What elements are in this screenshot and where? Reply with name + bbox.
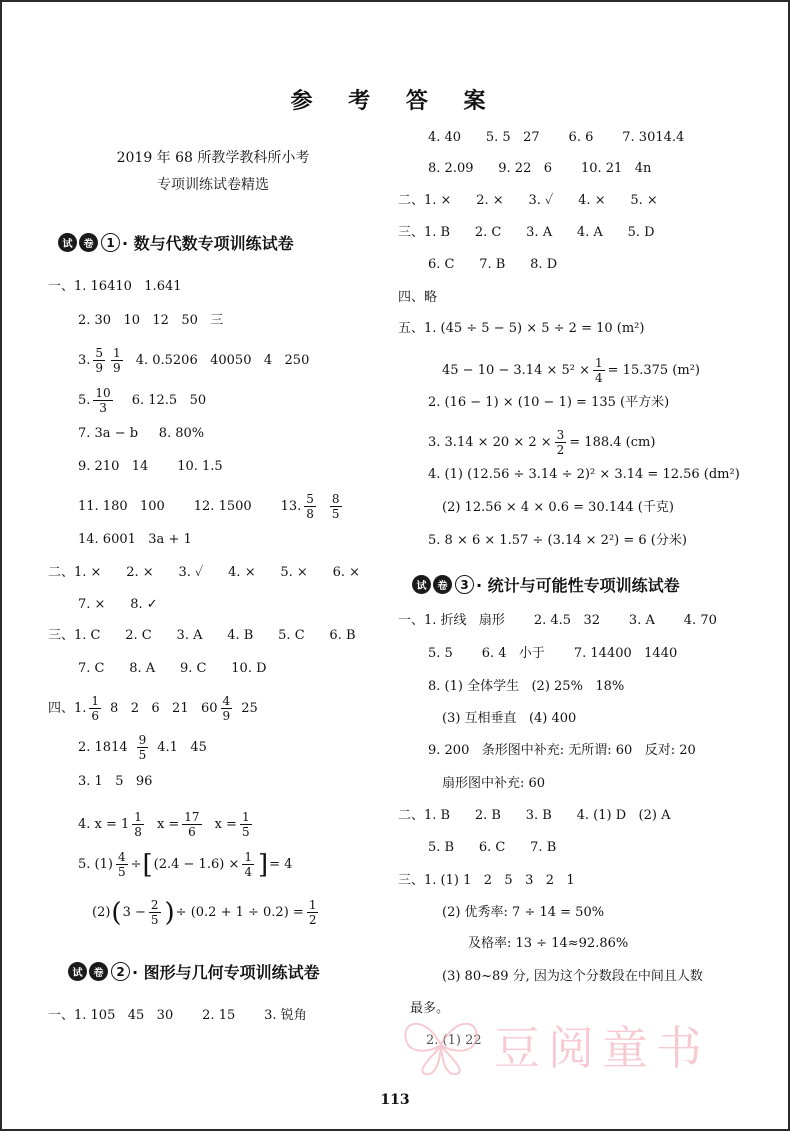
answer-text: x = [156,816,180,832]
fraction [330,492,342,521]
bracket-close: ] [257,849,269,880]
fraction [221,694,233,723]
answer-line: 4. (1) (12.56 ÷ 3.14 ÷ 2)² × 3.14 = 12.56 (dm²) [428,467,740,482]
denominator: 9 [113,361,121,375]
answer-line: 9. 210 14 10. 1.5 [78,459,223,474]
badge-shi: 试 [68,962,87,981]
watermark [396,1005,736,1085]
fraction [93,386,112,415]
denominator: 9 [222,709,231,723]
answer-line: 14. 6001 3a + 1 [78,532,192,547]
section-heading-1 [58,231,294,254]
answer-line: 4. 40 5. 5 27 6. 6 7. 3014.4 [428,130,685,145]
answer-line: 2. (16 − 1) × (10 − 1) = 135 (平方米) [428,395,670,410]
fraction [240,810,252,839]
page-title: 参 考 答 案 [290,89,500,114]
answer-line [78,492,345,521]
denominator: 5 [117,865,126,879]
answer-text: 3. 3.14 × 20 × 2 × [428,434,552,450]
answer-text: 5. (1) [78,856,113,872]
answer-text: 45 − 10 − 3.14 × 5² × [442,362,591,378]
section-title: · 数与代数专项训练试卷 [122,234,294,253]
answer-line: 2. (1) 22 [426,1033,482,1048]
answer-line: 一、1. 105 45 30 2. 15 3. 锐角 [48,1008,307,1023]
answer-line: 6. C 7. B 8. D [428,257,558,272]
section-title: · 图形与几何专项训练试卷 [132,963,320,982]
fraction [116,850,128,879]
answer-text: 3 − [122,904,146,920]
answer-line: 3. 1 5 96 [78,774,153,789]
answer-line: (3) 80~89 分, 因为这个分数段在中间且人数 [442,969,703,984]
numerator: 5 [95,346,104,360]
numerator: 5 [306,492,314,506]
fraction [132,810,144,839]
paren-close: ) [164,897,175,928]
section-number: 2 [111,962,130,981]
numerator: 2 [150,898,159,912]
denominator: 8 [306,507,314,521]
numerator: 1 [595,356,603,370]
page-number: 113 [380,1092,410,1108]
answer-line: 二、1. B 2. B 3. B 4. (1) D (2) A [398,808,671,823]
section-title: · 统计与可能性专项训练试卷 [476,576,680,595]
answer-line [92,898,321,927]
numerator: 4 [222,694,231,708]
exam-collection-subtitle: 专项训练试卷精选 [157,177,269,193]
answer-text: 四、1. [48,700,87,716]
answer-text: x = [214,816,237,832]
answer-text: 4.1 45 [157,739,207,755]
numerator: 1 [244,850,252,864]
answer-line: (2) 12.56 × 4 × 0.6 = 30.144 (千克) [442,500,674,515]
numerator: 1 [308,898,317,912]
answer-text: 4. 0.5206 40050 4 250 [135,352,310,368]
answer-line: 7. × 8. ✓ [78,597,158,612]
fraction [307,898,319,927]
answer-text: 25 [241,700,258,716]
badge-shi: 试 [58,233,77,252]
numerator: 4 [117,850,126,864]
denominator: 4 [595,371,603,385]
answer-line [78,850,292,879]
badge-juan: 卷 [433,575,452,594]
answer-text: 8 2 6 21 60 [110,700,218,716]
badge-juan: 卷 [79,233,98,252]
section-heading-2 [68,960,320,983]
answer-line: (3) 互相垂直 (4) 400 [442,711,577,726]
bracket-open: [ [142,849,153,880]
answer-line: 最多。 [410,1001,450,1016]
denominator: 5 [331,507,340,521]
exam-collection-title: 2019 年 68 所教学教科所小考 [116,150,310,166]
denominator: 6 [91,709,100,723]
answer-text: (2.4 − 1.6) × [153,856,240,872]
answer-text: = 4 [269,856,293,872]
answer-line: 三、1. C 2. C 3. A 4. B 5. C 6. B [48,628,356,643]
answer-line: 一、1. 16410 1.641 [48,279,182,294]
denominator: 2 [308,913,317,927]
butterfly-icon [396,1010,486,1080]
numerator: 3 [556,428,565,442]
answer-line: 7. C 8. A 9. C 10. D [78,661,267,676]
answer-text: 5. [78,392,91,408]
answer-line: (2) 优秀率: 7 ÷ 14 = 50% [442,905,605,920]
answer-line: 9. 200 条形图中补充: 无所谓: 60 反对: 20 [428,743,696,758]
answer-line: 五、1. (45 ÷ 5 − 5) × 5 ÷ 2 = 10 (m²) [398,321,645,336]
numerator: 8 [331,492,340,506]
fraction [555,428,567,457]
answer-text: 2. 1814 [78,739,128,755]
fraction [93,346,105,375]
answer-line: 二、1. × 2. × 3. ✓ 4. × 5. × 6. × [48,565,361,580]
answer-line: 一、1. 折线 扇形 2. 4.5 32 3. A 4. 70 [398,613,717,628]
numerator: 10 [95,386,111,400]
answer-line [428,428,655,457]
fraction [182,810,201,839]
denominator: 4 [244,865,252,879]
denominator: 3 [99,401,107,415]
numerator: 9 [138,733,147,747]
answer-line: 5. 8 × 6 × 1.57 ÷ (3.14 × 2²) = 6 (分米) [428,533,687,548]
section-number: 1 [101,233,120,252]
answer-line: 二、1. × 2. × 3. ✓ 4. × 5. × [398,193,658,208]
answer-line: 及格率: 13 ÷ 14≈92.86% [468,936,629,951]
answer-line [48,694,258,723]
numerator: 1 [113,346,121,360]
denominator: 9 [95,361,104,375]
fraction [137,733,149,762]
answer-line [78,733,207,762]
answer-line [442,356,700,385]
fraction [304,492,316,521]
answer-text: 11. 180 100 12. 1500 13. [78,498,302,514]
answer-line: 5. 5 6. 4 小于 7. 14400 1440 [428,646,678,661]
fraction [242,850,254,879]
answer-line: 8. 2.09 9. 22 6 10. 21 4n [428,161,652,176]
denominator: 6 [188,825,196,839]
answer-text: 3. [78,352,91,368]
answer-line: 四、略 [398,290,438,305]
answer-text: = 188.4 (cm) [569,434,656,450]
badge-juan: 卷 [89,962,108,981]
denominator: 5 [150,913,159,927]
answer-line: 扇形图中补充: 60 [442,776,546,791]
answer-line [78,810,255,839]
answer-line: 7. 3a − b 8. 80% [78,426,205,441]
answer-text: 4. x = 1 [78,816,130,832]
answer-text: ÷ (0.2 + 1 ÷ 0.2) = [175,904,304,920]
answer-text: (2) [92,904,111,920]
fraction [89,694,101,723]
answer-line [78,386,206,415]
answer-text: 6. 12.5 50 [131,392,207,408]
fraction [593,356,605,385]
answer-line: 2. 30 10 12 50 三 [78,313,224,328]
denominator: 8 [134,825,142,839]
denominator: 5 [138,748,147,762]
badge-shi: 试 [412,575,431,594]
answer-line: 8. (1) 全体学生 (2) 25% 18% [428,679,625,694]
paren-open: ( [111,897,122,928]
answer-line: 三、1. B 2. C 3. A 4. A 5. D [398,225,655,240]
numerator: 1 [91,694,100,708]
fraction [149,898,161,927]
answer-line: 三、1. (1) 1 2 5 3 2 1 [398,873,575,888]
numerator: 1 [134,810,142,824]
section-heading-3 [412,573,680,596]
answer-text: ÷ [130,856,142,872]
denominator: 5 [241,825,250,839]
answer-text: = 15.375 (m²) [607,362,700,378]
answer-line [78,346,309,375]
section-number: 3 [455,575,474,594]
fraction [111,346,123,375]
answer-line: 5. B 6. C 7. B [428,840,557,855]
denominator: 2 [556,443,565,457]
numerator: 1 [241,810,250,824]
numerator: 17 [184,810,200,824]
watermark-text: 豆阅童书 [494,1021,710,1075]
